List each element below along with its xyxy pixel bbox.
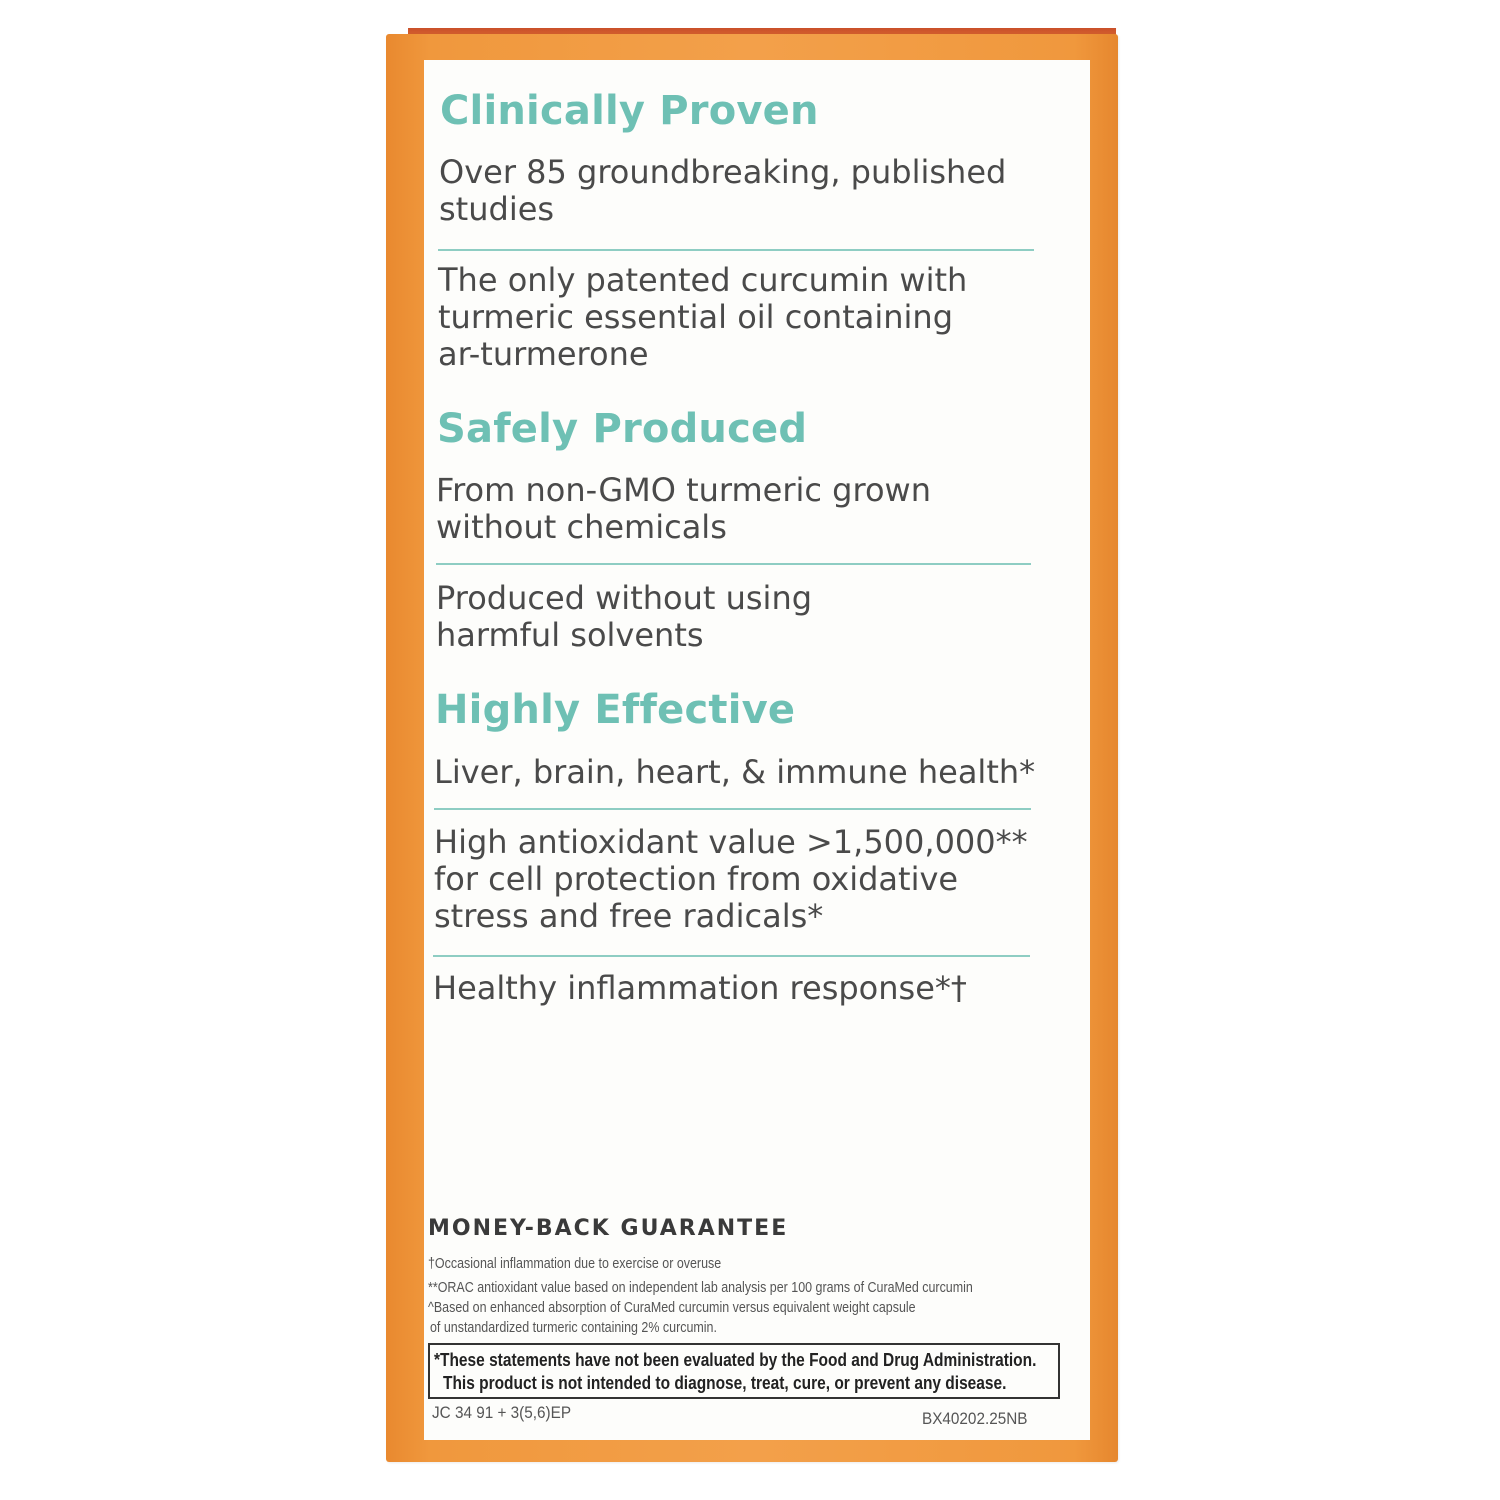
box-code: BX40202.25NB: [922, 1409, 1028, 1428]
claim-patented-curcumin: The only patented curcumin with turmeric essential oil containing ar-turmerone: [438, 261, 968, 373]
fda-disclaimer-line-1: *These statements have not been evaluated by the Food and Drug Administration.: [434, 1350, 1037, 1370]
divider: [434, 808, 1031, 810]
claim-inflammation: Healthy inflammation response*†: [433, 969, 967, 1007]
footnote-orac: **ORAC antioxidant value based on independent lab analysis per 100 grams of CuraMed curcumin: [428, 1280, 973, 1296]
claim-non-gmo: From non-GMO turmeric grown without chemicals: [436, 471, 931, 546]
footnote-absorption-cont: of unstandardized turmeric containing 2% curcumin.: [430, 1320, 717, 1336]
section-title-highly-effective: Highly Effective: [435, 687, 796, 733]
claim-organ-health: Liver, brain, heart, & immune health*: [434, 753, 1036, 791]
claim-antioxidant: High antioxidant value >1,500,000** for cell protection from oxidative stress and free radicals*: [434, 823, 1028, 935]
money-back-guarantee: MONEY-BACK GUARANTEE: [428, 1216, 789, 1241]
divider: [438, 249, 1034, 251]
claim-published-studies: Over 85 groundbreaking, published studies: [439, 153, 1007, 228]
claim-no-solvents: Produced without using harmful solvents: [436, 579, 813, 654]
footnote-absorption: ^Based on enhanced absorption of CuraMed curcumin versus equivalent weight capsule: [428, 1300, 916, 1316]
divider: [433, 955, 1030, 957]
divider: [436, 563, 1031, 565]
section-title-clinically-proven: Clinically Proven: [440, 88, 819, 134]
footnote-inflammation: †Occasional inflammation due to exercise or overuse: [428, 1256, 722, 1272]
fda-disclaimer-line-2: This product is not intended to diagnose, treat, cure, or prevent any disease.: [443, 1373, 1007, 1393]
section-title-safely-produced: Safely Produced: [437, 406, 808, 452]
lot-code: JC 34 91 + 3(5,6)EP: [432, 1403, 572, 1422]
